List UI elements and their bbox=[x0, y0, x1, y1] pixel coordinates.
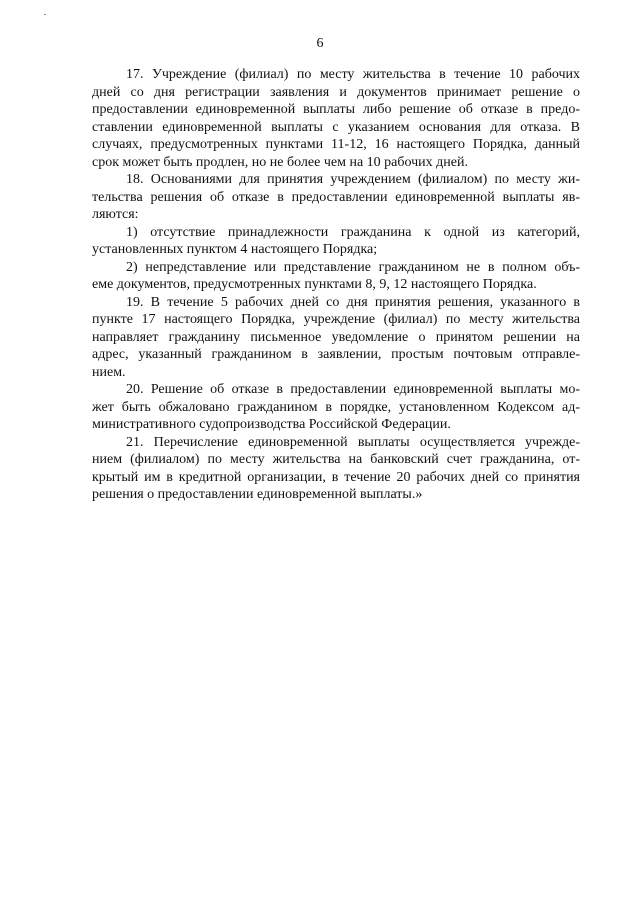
text-line: крытый им в кредитной организации, в течение 20 рабочих дней со принятия bbox=[92, 469, 580, 485]
text-line: предоставлении единовременной выплаты либо решение об отказе в предо- bbox=[92, 102, 580, 117]
text-line: нием. bbox=[92, 364, 126, 380]
paragraph-p17 bbox=[92, 66, 580, 171]
paragraph-p18 bbox=[92, 171, 580, 224]
text-line: 1) отсутствие принадлежности гражданина к одной из категорий, bbox=[126, 224, 580, 240]
text-line: адрес, указанный гражданином в заявлении, простым почтовым отправле- bbox=[92, 347, 580, 362]
paragraph-p19 bbox=[92, 294, 580, 382]
text-line: 18. Основаниями для принятия учреждением (филиалом) по месту жи- bbox=[126, 172, 580, 187]
text-line: решения о предоставлении единовременной выплаты.» bbox=[92, 487, 423, 502]
paragraph-p20 bbox=[92, 381, 580, 434]
text-line: 19. В течение 5 рабочих дней со дня принятия решения, указанного в bbox=[126, 294, 580, 310]
text-line: тельства решения об отказе в предоставлении единовременной выплаты яв- bbox=[92, 189, 580, 205]
text-line: 21. Перечисление единовременной выплаты осуществляется учрежде- bbox=[126, 434, 580, 450]
text-line: еме документов, предусмотренных пунктами 8, 9, 12 настоящего Порядка. bbox=[92, 277, 537, 292]
text-line: ляются: bbox=[92, 207, 139, 222]
text-line: дней со дня регистрации заявления и документов принимает решение о bbox=[92, 84, 580, 100]
text-line: ставлении единовременной выплаты с указанием основания для отказа. В bbox=[92, 119, 580, 135]
text-line: установленных пунктом 4 настоящего Порядка; bbox=[92, 242, 378, 257]
page-number: 6 bbox=[316, 36, 324, 51]
text-line: случаях, предусмотренных пунктами 11-12, 16 настоящего Порядка, данный bbox=[92, 137, 580, 152]
text-line: нием (филиалом) по месту жительства на банковский счет гражданина, от- bbox=[92, 452, 580, 467]
text-line: 17. Учреждение (филиал) по месту жительства в течение 10 рабочих bbox=[126, 67, 580, 82]
text-line: направляет гражданину письменное уведомление о принятом решении на bbox=[92, 329, 580, 345]
paragraph-p18-2 bbox=[92, 259, 580, 294]
paragraph-p18-1 bbox=[92, 224, 580, 259]
document-body bbox=[92, 66, 580, 504]
scan-speck bbox=[44, 14, 46, 15]
text-line: 2) непредставление или представление гражданином не в полном объ- bbox=[126, 259, 580, 275]
text-line: пункте 17 настоящего Порядка, учреждение (филиал) по месту жительства bbox=[92, 312, 580, 327]
text-line: жет быть обжаловано гражданином в порядке, установленном Кодексом ад- bbox=[92, 399, 580, 415]
text-line: министративного судопроизводства Российской Федерации. bbox=[92, 417, 451, 432]
text-line: срок может быть продлен, но не более чем на 10 рабочих дней. bbox=[92, 154, 468, 170]
paragraph-p21 bbox=[92, 434, 580, 504]
text-line: 20. Решение об отказе в предоставлении единовременной выплаты мо- bbox=[126, 382, 580, 397]
